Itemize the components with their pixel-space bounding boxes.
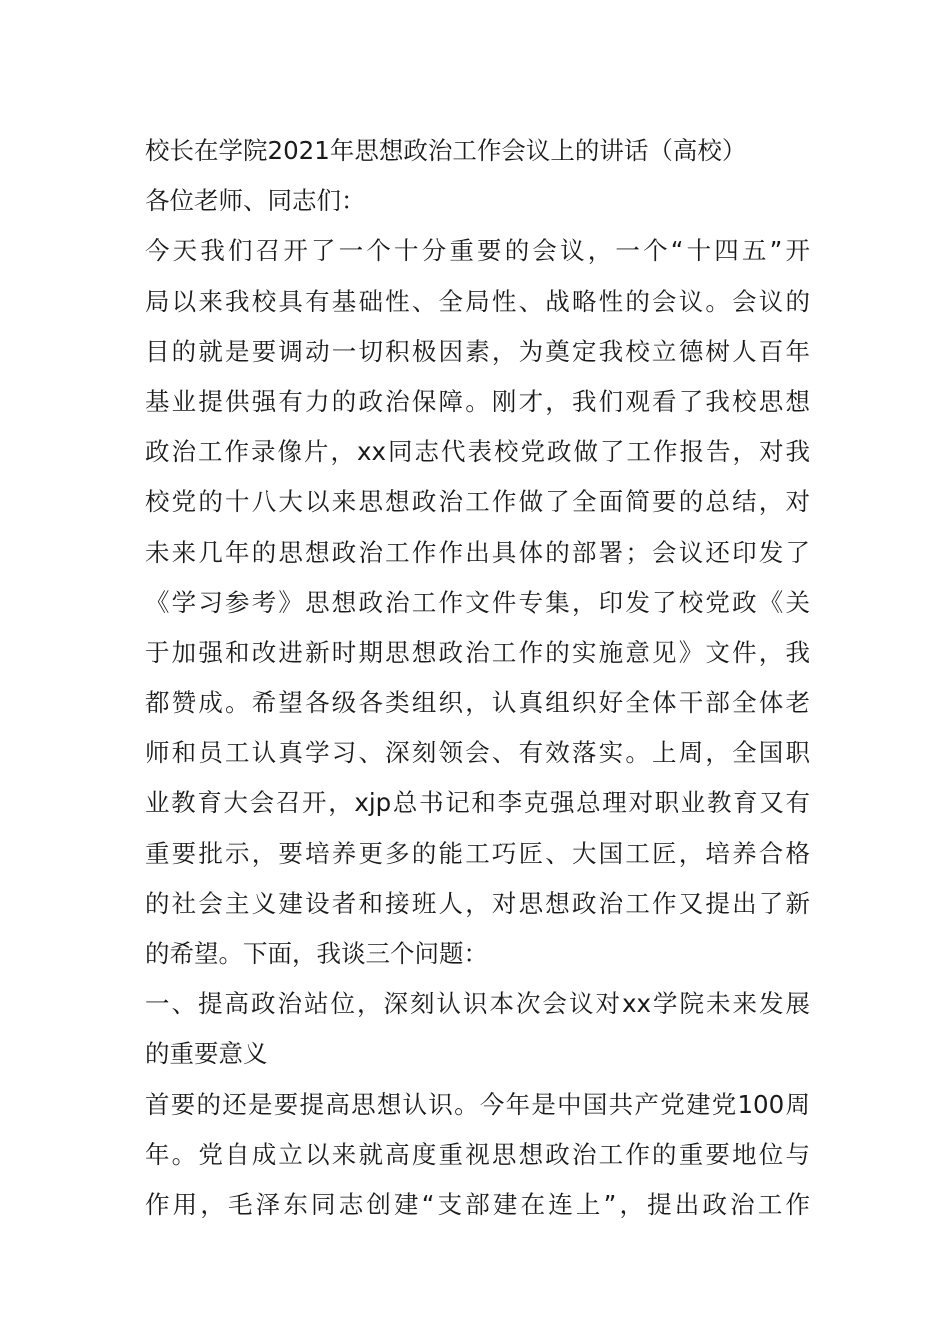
paragraph-1-line-1: 今天我们召开了一个十分重要的会议，一个“十四五”开 [145,236,810,266]
paragraph-1-line-8: 《学习参考》思想政治工作文件专集，印发了校党政《关 [145,587,810,617]
paragraph-1-line-11: 师和员工认真学习、深刻领会、有效落实。上周，全国职 [145,738,810,768]
document-body [145,126,810,1230]
paragraph-2-line-2: 年。党自成立以来就高度重视思想政治工作的重要地位与 [145,1139,810,1169]
paragraph-1-line-5: 政治工作录像片，xx同志代表校党政做了工作报告，对我 [145,437,810,467]
document-title: 校长在学院2021年思想政治工作会议上的讲话（高校） [145,136,747,165]
paragraph-1-line-10: 都赞成。希望各级各类组织，认真组织好全体干部全体老 [145,688,810,718]
section-heading-1-line-2: 的重要意义 [145,1039,268,1069]
paragraph-1-line-12: 业教育大会召开，xjp总书记和李克强总理对职业教育又有 [145,788,810,818]
paragraph-1-line-7: 未来几年的思想政治工作作出具体的部署；会议还印发了 [145,537,810,567]
paragraph-1-line-14: 的社会主义建设者和接班人，对思想政治工作又提出了新 [145,888,810,918]
paragraph-1-line-13: 重要批示，要培养更多的能工巧匠、大国工匠，培养合格 [145,838,810,868]
paragraph-2-line-3: 作用，毛泽东同志创建“支部建在连上”，提出政治工作 [145,1189,810,1219]
paragraph-1-line-4: 基业提供强有力的政治保障。刚才，我们观看了我校思想 [145,386,810,416]
salutation: 各位老师、同志们： [145,186,366,216]
paragraph-1-line-15: 的希望。下面，我谈三个问题： [145,939,488,968]
paragraph-1-line-2: 局以来我校具有基础性、全局性、战略性的会议。会议的 [145,286,810,316]
paragraph-1-line-6: 校党的十八大以来思想政治工作做了全面简要的总结，对 [145,487,810,517]
paragraph-1-line-9: 于加强和改进新时期思想政治工作的实施意见》文件，我 [145,637,810,667]
section-heading-1-line-1: 一、提高政治站位，深刻认识本次会议对xx学院未来发展 [145,989,810,1019]
paragraph-2-line-1: 首要的还是要提高思想认识。今年是中国共产党建党100周 [145,1089,810,1119]
paragraph-1-line-3: 目的就是要调动一切积极因素，为奠定我校立德树人百年 [145,336,810,366]
